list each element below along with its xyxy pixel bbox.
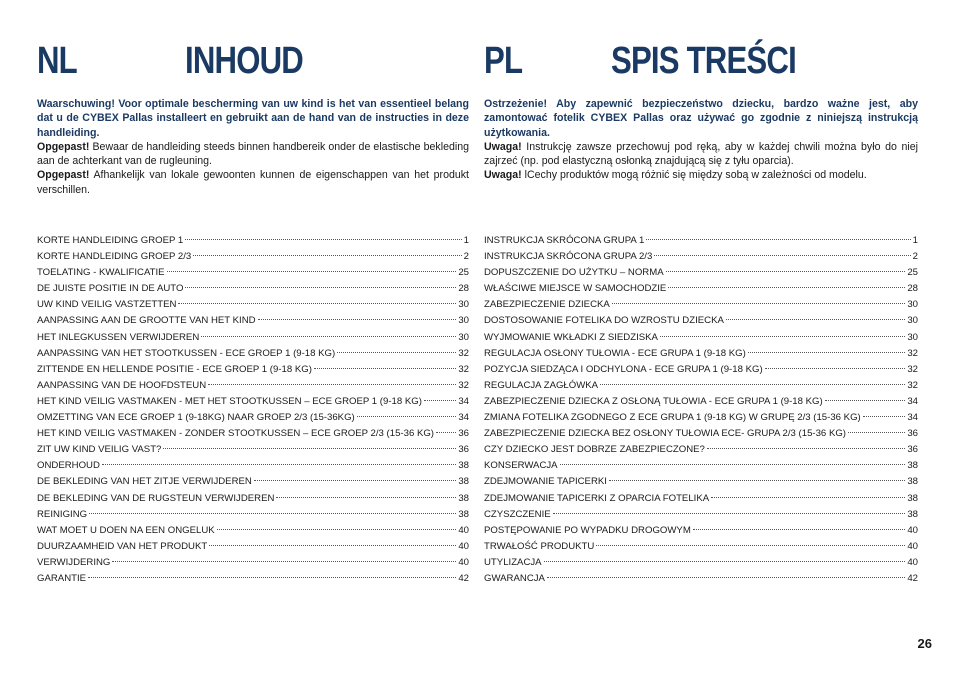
toc-entry-page: 30 [458, 315, 469, 327]
toc-entry-title: VERWIJDERING [37, 556, 111, 568]
toc-entry-page: 36 [907, 428, 918, 440]
toc-polish [484, 233, 918, 587]
toc-entry-page: 32 [458, 347, 469, 359]
toc-entry [484, 265, 918, 281]
dot-leader [666, 271, 906, 272]
toc-entry-title: ZABEZPIECZENIE DZIECKA [484, 299, 610, 311]
toc-entry [37, 378, 469, 394]
dot-leader [102, 464, 456, 465]
toc-entry [37, 442, 469, 458]
toc-entry-page: 38 [907, 460, 918, 472]
toc-entry [37, 394, 469, 410]
toc-entry-page: 28 [907, 283, 918, 295]
toc-entry [484, 394, 918, 410]
toc-entry-page: 32 [458, 379, 469, 391]
toc-entry-page: 34 [907, 395, 918, 407]
section-title: INHOUD [185, 40, 303, 82]
dot-leader [178, 303, 456, 304]
toc-entry-title: ZITTENDE EN HELLENDE POSITIE - ECE GROEP 1 (9-18 KG) [37, 363, 312, 375]
toc-entry-page: 32 [907, 363, 918, 375]
toc-entry-title: CZY DZIECKO JEST DOBRZE ZABEZPIECZONE? [484, 444, 705, 456]
toc-entry-page: 36 [458, 428, 469, 440]
toc-entry-title: REGULACJA ZAGŁÓWKA [484, 379, 599, 391]
toc-entry-title: ONDERHOUD [37, 460, 100, 472]
toc-entry-title: KORTE HANDLEIDING GROEP 1 [37, 235, 184, 246]
toc-entry [484, 442, 918, 458]
toc-entry-page: 34 [458, 395, 469, 407]
toc-entry-title: GARANTIE [37, 572, 87, 584]
dot-leader [596, 545, 905, 546]
dot-leader [337, 352, 456, 353]
toc-entry [37, 410, 469, 426]
toc-entry-title: TRWAŁOŚĆ PRODUKTU [484, 540, 595, 552]
toc-entry-title: ZABEZPIECZENIE DZIECKA BEZ OSŁONY TUŁOWIA ECE- GRUPA 2/3 (15-36 KG) [484, 428, 846, 440]
toc-entry-title: DOPUSZCZENIE DO UŻYTKU – NORMA [484, 267, 664, 279]
dot-leader [185, 287, 456, 288]
toc-entry-title: OMZETTING VAN ECE GROEP 1 (9-18KG) NAAR GROEP 2/3 (15-36KG) [37, 412, 355, 424]
warning-text: Waarschuwing! Voor optimale bescherming van uw kind is het van essentieel belang dat u de CYBEX Pallas installeert en gebruikt aan de hand van de instructies in deze handleiding. [37, 98, 469, 139]
toc-entry-page: 38 [458, 492, 469, 504]
toc-entry [484, 346, 918, 362]
toc-entry [484, 330, 918, 346]
toc-entry-title: POSTĘPOWANIE PO WYPADKU DROGOWYM [484, 524, 691, 536]
toc-entry-title: UTYLIZACJA [484, 556, 542, 568]
toc-entry-title: WŁAŚCIWE MIEJSCE W SAMOCHODZIE [484, 283, 667, 295]
toc-entry [37, 330, 469, 346]
dot-leader [693, 529, 906, 530]
toc-entry [37, 346, 469, 362]
dot-leader [612, 303, 906, 304]
toc-entry-page: 30 [458, 299, 469, 311]
toc-entry-page: 32 [907, 347, 918, 359]
toc-entry-title: INSTRUKCJA SKRÓCONA GRUPA 1 [484, 235, 645, 246]
dot-leader [544, 561, 906, 562]
toc-entry-title: ZABEZPIECZENIE DZIECKA Z OSŁONĄ TUŁOWIA - ECE GRUPA 1 (9-18 KG) [484, 395, 823, 407]
note-text: lCechy produktów mogą różnić się między sobą w zależności od modelu. [521, 169, 867, 182]
toc-entry-page: 1 [912, 235, 918, 246]
toc-entry-title: ZDEJMOWANIE TAPICERKI Z OPARCIA FOTELIKA [484, 492, 710, 504]
toc-entry [37, 362, 469, 378]
toc-entry [37, 507, 469, 523]
toc-entry [37, 281, 469, 297]
note-label: Opgepast! [37, 140, 90, 153]
dot-leader [668, 287, 905, 288]
toc-entry [37, 555, 469, 571]
dot-leader [163, 448, 456, 449]
toc-entry-title: HET KIND VEILIG VASTMAKEN - MET HET STOOTKUSSEN – ECE GROEP 1 (9-18 KG) [37, 395, 422, 407]
toc-entry-page: 30 [907, 299, 918, 311]
toc-entry [484, 378, 918, 394]
note-text: Bewaar de handleiding steeds binnen handbereik onder de elastische bekleding aan de achterkant van de rugleuning. [37, 140, 469, 168]
toc-entry-page: 2 [463, 251, 469, 263]
toc-entry-title: KORTE HANDLEIDING GROEP 2/3 [37, 251, 192, 263]
dot-leader [726, 319, 905, 320]
dot-leader [217, 529, 457, 530]
dot-leader [193, 255, 461, 256]
toc-entry-page: 40 [907, 556, 918, 568]
dot-leader [560, 464, 906, 465]
toc-entry-title: WAT MOET U DOEN NA EEN ONGELUK [37, 524, 215, 536]
intro-polish [484, 97, 918, 183]
toc-entry [484, 233, 918, 249]
toc-entry [37, 458, 469, 474]
dot-leader [208, 384, 456, 385]
toc-entry-title: UW KIND VEILIG VASTZETTEN [37, 299, 177, 311]
dot-leader [707, 448, 905, 449]
toc-entry-title: TOELATING - KWALIFICATIE [37, 267, 165, 279]
toc-entry-page: 36 [907, 444, 918, 456]
toc-entry-page: 32 [907, 379, 918, 391]
toc-entry-page: 1 [463, 235, 469, 246]
dot-leader [254, 480, 456, 481]
toc-entry [484, 362, 918, 378]
toc-entry-title: WYJMOWANIE WKŁADKI Z SIEDZISKA [484, 331, 658, 343]
toc-entry [37, 491, 469, 507]
dot-leader [748, 352, 906, 353]
toc-entry-page: 36 [458, 444, 469, 456]
toc-entry [484, 523, 918, 539]
dot-leader [185, 239, 461, 240]
toc-entry-title: REGULACJA OSŁONY TUŁOWIA - ECE GRUPA 1 (9-18 KG) [484, 347, 746, 359]
toc-entry-title: DOSTOSOWANIE FOTELIKA DO WZROSTU DZIECKA [484, 315, 724, 327]
toc-entry-page: 34 [907, 412, 918, 424]
toc-entry [37, 233, 469, 249]
toc-entry [37, 474, 469, 490]
note-label: Uwaga! [484, 169, 522, 182]
toc-entry [484, 491, 918, 507]
toc-entry [37, 523, 469, 539]
toc-entry [484, 474, 918, 490]
toc-entry-page: 38 [458, 508, 469, 520]
intro-dutch [37, 97, 469, 197]
toc-entry-title: DE JUISTE POSITIE IN DE AUTO [37, 283, 184, 295]
dot-leader [863, 416, 906, 417]
dot-leader [848, 432, 905, 433]
dot-leader [424, 400, 456, 401]
warning-text: Ostrzeżenie! Aby zapewnić bezpieczeństwo dziecku, bardzo ważne jest, aby zamontować fotelik CYBEX Pallas oraz używać go zgodnie z niniejszą instrukcją użytkowania. [484, 98, 918, 139]
toc-entry-title: ZMIANA FOTELIKA ZGODNEGO Z ECE GRUPA 1 (9-18 KG) W GRUPĘ 2/3 (15-36 KG) [484, 412, 861, 424]
toc-entry [37, 265, 469, 281]
dot-leader [436, 432, 456, 433]
toc-entry-page: 38 [458, 460, 469, 472]
toc-entry [484, 426, 918, 442]
dot-leader [112, 561, 456, 562]
toc-entry-page: 32 [458, 363, 469, 375]
dot-leader [711, 497, 905, 498]
toc-entry-page: 42 [458, 572, 469, 584]
toc-entry-title: DUURZAAMHEID VAN HET PRODUKT [37, 540, 208, 552]
toc-entry-page: 40 [907, 524, 918, 536]
toc-entry [37, 297, 469, 313]
toc-entry-page: 34 [458, 412, 469, 424]
dot-leader [825, 400, 906, 401]
toc-entry-page: 28 [458, 283, 469, 295]
section-title: SPIS TREŚCI [611, 40, 796, 82]
note-label: Uwaga! [484, 140, 522, 153]
language-code: NL [37, 40, 77, 82]
toc-entry-page: 40 [458, 540, 469, 552]
toc-entry-title: POZYCJA SIEDZĄCA I ODCHYLONA - ECE GRUPA 1 (9-18 KG) [484, 363, 763, 375]
dot-leader [88, 577, 456, 578]
dot-leader [609, 480, 905, 481]
dot-leader [209, 545, 456, 546]
toc-entry-page: 40 [458, 556, 469, 568]
dot-leader [600, 384, 905, 385]
dot-leader [660, 336, 905, 337]
toc-entry-title: DE BEKLEDING VAN HET ZITJE VERWIJDEREN [37, 476, 252, 488]
dot-leader [547, 577, 905, 578]
dot-leader [357, 416, 457, 417]
toc-entry [484, 313, 918, 329]
note-text: Instrukcję zawsze przechowuj pod ręką, aby w każdej chwili można było do niej zajrzeć (np. pod elastyczną osłonką znajdującą się z tyłu oparcia). [484, 140, 918, 168]
dot-leader [167, 271, 457, 272]
dot-leader [314, 368, 456, 369]
toc-entry [484, 249, 918, 265]
toc-entry-title: ZIT UW KIND VEILIG VAST? [37, 444, 162, 456]
note-label: Opgepast! [37, 169, 90, 182]
dot-leader [646, 239, 910, 240]
toc-entry-title: HET INLEGKUSSEN VERWIJDEREN [37, 331, 200, 343]
toc-entry-page: 38 [907, 508, 918, 520]
dot-leader [276, 497, 456, 498]
toc-entry-title: AANPASSING VAN HET STOOTKUSSEN - ECE GROEP 1 (9-18 KG) [37, 347, 336, 359]
toc-entry [37, 426, 469, 442]
toc-entry-title: INSTRUKCJA SKRÓCONA GRUPA 2/3 [484, 251, 653, 263]
toc-entry-title: HET KIND VEILIG VASTMAKEN - ZONDER STOOTKUSSEN – ECE GROEP 2/3 (15-36 KG) [37, 428, 434, 440]
dot-leader [553, 513, 906, 514]
toc-entry [37, 313, 469, 329]
toc-entry-page: 30 [458, 331, 469, 343]
toc-entry [37, 571, 469, 587]
dot-leader [258, 319, 457, 320]
toc-entry-page: 38 [907, 492, 918, 504]
page-number: 26 [917, 636, 932, 651]
toc-entry-title: REINIGING [37, 508, 88, 520]
toc-entry-page: 30 [907, 315, 918, 327]
toc-entry-title: AANPASSING VAN DE HOOFDSTEUN [37, 379, 207, 391]
toc-entry [484, 571, 918, 587]
dot-leader [89, 513, 456, 514]
toc-entry-page: 30 [907, 331, 918, 343]
toc-entry-page: 25 [907, 267, 918, 279]
toc-entry [484, 555, 918, 571]
toc-entry-page: 40 [907, 540, 918, 552]
toc-entry-title: CZYSZCZENIE [484, 508, 551, 520]
toc-entry [484, 507, 918, 523]
toc-entry-title: DE BEKLEDING VAN DE RUGSTEUN VERWIJDEREN [37, 492, 275, 504]
toc-entry-page: 2 [912, 251, 918, 263]
dot-leader [765, 368, 906, 369]
toc-entry-title: AANPASSING AAN DE GROOTTE VAN HET KIND [37, 315, 256, 327]
dot-leader [654, 255, 910, 256]
toc-entry [484, 410, 918, 426]
toc-entry [484, 297, 918, 313]
note-text: Afhankelijk van lokale gewoonten kunnen de eigenschappen van het produkt verschillen. [37, 169, 469, 196]
toc-entry-page: 42 [907, 572, 918, 584]
toc-entry [37, 249, 469, 265]
toc-entry [484, 281, 918, 297]
toc-entry-page: 25 [458, 267, 469, 279]
toc-entry [37, 539, 469, 555]
dot-leader [201, 336, 456, 337]
toc-entry-title: ZDEJMOWANIE TAPICERKI [484, 476, 607, 488]
toc-entry-page: 38 [458, 476, 469, 488]
toc-entry-page: 40 [458, 524, 469, 536]
toc-dutch [37, 233, 469, 587]
toc-entry [484, 458, 918, 474]
language-code: PL [484, 40, 523, 82]
toc-entry-title: GWARANCJA [484, 572, 545, 584]
toc-entry-title: KONSERWACJA [484, 460, 558, 472]
toc-entry [484, 539, 918, 555]
toc-entry-page: 38 [907, 476, 918, 488]
